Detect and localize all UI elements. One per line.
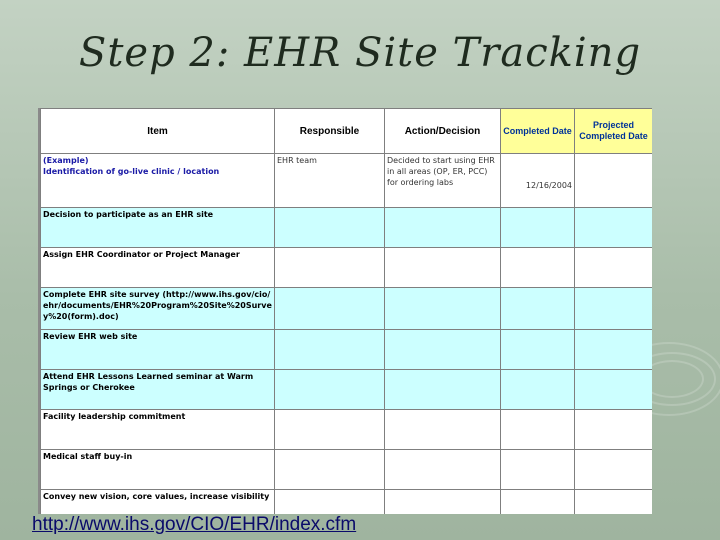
projected-cell[interactable] [575, 288, 653, 330]
tracking-spreadsheet [38, 108, 652, 514]
item-cell: Complete EHR site survey (http://www.ihs.gov/cio/ehr/documents/EHR%20Program%20Site%20Survey%20(form).doc) [41, 288, 275, 330]
example-item-text: Identification of go-live clinic / location [43, 167, 220, 176]
action-cell[interactable] [385, 288, 501, 330]
tracking-table [40, 108, 652, 514]
item-cell: Medical staff buy-in [41, 450, 275, 490]
slide-title: Step 2: EHR Site Tracking [78, 30, 642, 76]
completed-cell[interactable] [501, 410, 575, 450]
completed-cell[interactable] [501, 208, 575, 248]
action-cell[interactable] [385, 330, 501, 370]
table-row [41, 248, 653, 288]
table-row [41, 208, 653, 248]
header-responsible: Responsible [275, 109, 385, 154]
action-cell[interactable] [385, 248, 501, 288]
completed-cell[interactable] [501, 450, 575, 490]
responsible-cell[interactable] [275, 490, 385, 515]
example-label: (Example) [43, 156, 89, 165]
responsible-cell[interactable] [275, 370, 385, 410]
table-row [41, 330, 653, 370]
action-cell[interactable] [385, 370, 501, 410]
projected-cell[interactable] [575, 410, 653, 450]
example-action: Decided to start using EHR in all areas (OP, ER, PCC) for ordering labs [385, 154, 501, 208]
action-cell[interactable] [385, 450, 501, 490]
item-cell: Assign EHR Coordinator or Project Manager [41, 248, 275, 288]
responsible-cell[interactable] [275, 450, 385, 490]
item-cell: Attend EHR Lessons Learned seminar at Warm Springs or Cherokee [41, 370, 275, 410]
projected-cell[interactable] [575, 490, 653, 515]
completed-cell[interactable] [501, 490, 575, 515]
example-row [41, 154, 653, 208]
example-completed-date: 12/16/2004 [501, 154, 575, 208]
header-row [41, 109, 653, 154]
completed-cell[interactable] [501, 330, 575, 370]
example-projected-date [575, 154, 653, 208]
header-projected-date: Projected Completed Date [575, 109, 653, 154]
responsible-cell[interactable] [275, 248, 385, 288]
item-cell: Decision to participate as an EHR site [41, 208, 275, 248]
example-responsible: EHR team [275, 154, 385, 208]
header-item: Item [41, 109, 275, 154]
responsible-cell[interactable] [275, 330, 385, 370]
responsible-cell[interactable] [275, 288, 385, 330]
table-row [41, 490, 653, 515]
table-row [41, 288, 653, 330]
projected-cell[interactable] [575, 330, 653, 370]
header-action-decision: Action/Decision [385, 109, 501, 154]
table-row [41, 410, 653, 450]
projected-cell[interactable] [575, 370, 653, 410]
example-item-cell [41, 154, 275, 208]
item-cell: Convey new vision, core values, increase visibility [41, 490, 275, 515]
ehr-url-link[interactable]: http://www.ihs.gov/CIO/EHR/index.cfm [32, 514, 357, 535]
action-cell[interactable] [385, 490, 501, 515]
responsible-cell[interactable] [275, 410, 385, 450]
projected-cell[interactable] [575, 450, 653, 490]
item-cell: Facility leadership commitment [41, 410, 275, 450]
action-cell[interactable] [385, 410, 501, 450]
table-row [41, 450, 653, 490]
projected-cell[interactable] [575, 208, 653, 248]
responsible-cell[interactable] [275, 208, 385, 248]
header-completed-date: Completed Date [501, 109, 575, 154]
completed-cell[interactable] [501, 288, 575, 330]
action-cell[interactable] [385, 208, 501, 248]
item-cell: Review EHR web site [41, 330, 275, 370]
projected-cell[interactable] [575, 248, 653, 288]
completed-cell[interactable] [501, 248, 575, 288]
table-row [41, 370, 653, 410]
completed-cell[interactable] [501, 370, 575, 410]
